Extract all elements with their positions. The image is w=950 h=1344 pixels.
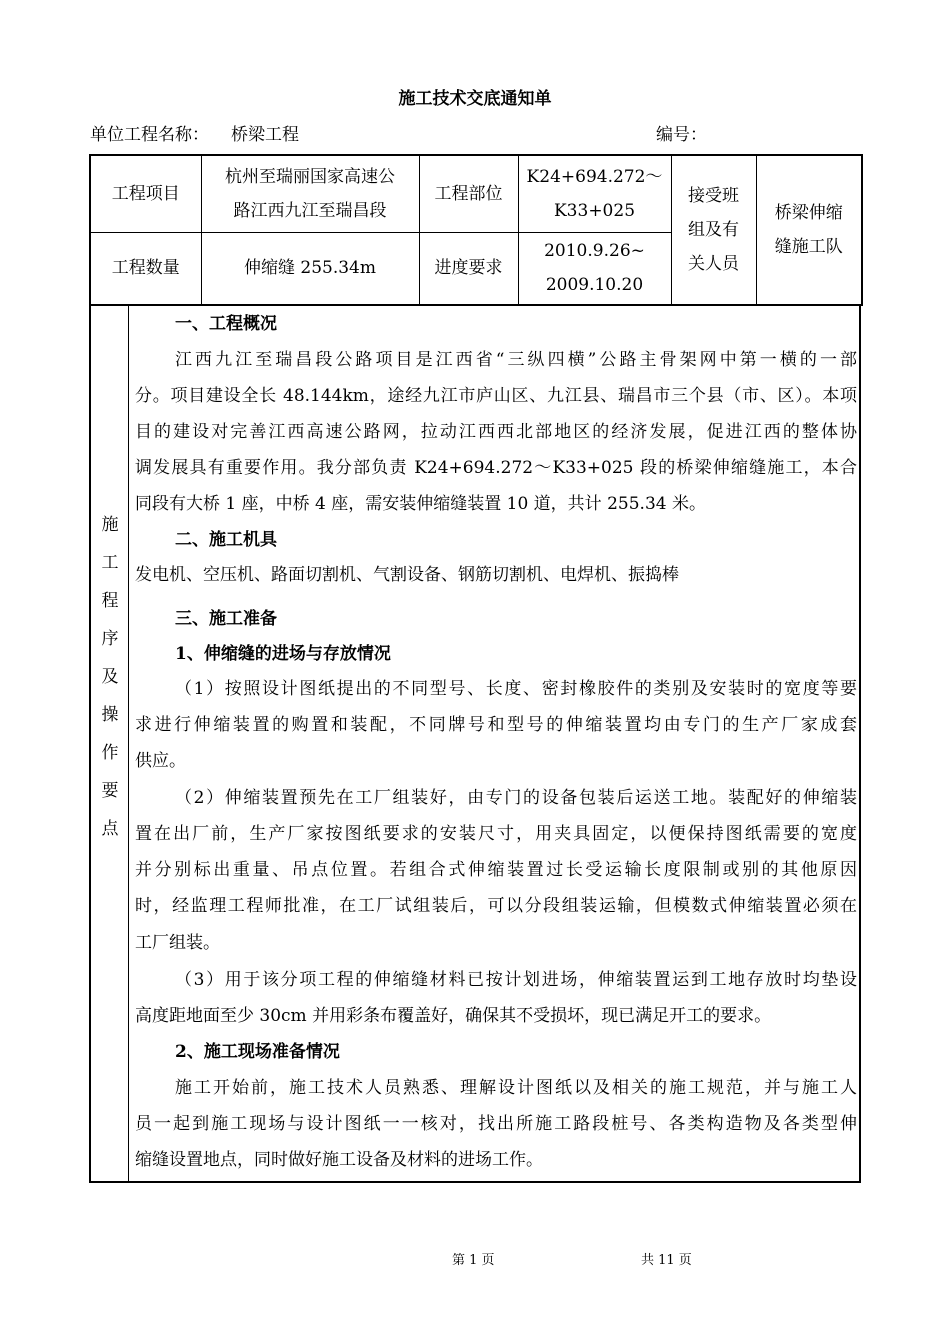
side-label-column	[91, 305, 129, 1181]
project-value-line2: 路江西九江至瑞昌段	[233, 200, 387, 221]
part-value-line1: K24+694.272～	[526, 166, 663, 187]
schedule-value-line2: 2009.10.20	[545, 275, 644, 296]
paragraph-line: 施工开始前，施工技术人员熟悉、理解设计图纸以及相关的施工规范，并与施工人	[175, 1078, 857, 1098]
section-heading-equipment: 二、施工机具	[175, 530, 277, 550]
project-value	[201, 155, 419, 232]
paragraph-line: 目的建设对完善江西高速公路网，拉动江西西北部地区的经济发展，促进江西的整体协	[135, 422, 857, 442]
quantity-value: 伸缩缝 255.34m	[201, 232, 419, 305]
receiver-label-line1: 接受班	[688, 186, 739, 206]
receiver-label	[671, 155, 756, 305]
schedule-value-line1: 2010.9.26~	[544, 241, 645, 262]
receiver-value	[756, 155, 862, 305]
paragraph-line: 分。项目建设全长 48.144km，途经九江市庐山区、九江县、瑞昌市三个县（市、区）。本项	[135, 386, 857, 406]
side-char: 序	[101, 629, 119, 649]
receiver-label-line3: 关人员	[688, 254, 739, 274]
paragraph-line: 时，经监理工程师批准，在工厂试组装后，可以分段组装运输，但模数式伸缩装置必须在	[135, 896, 857, 916]
schedule-label: 进度要求	[419, 232, 518, 305]
paragraph-line: （3）用于该分项工程的伸缩缝材料已按计划进场，伸缩装置运到工地存放时均垫设	[175, 970, 857, 990]
section-heading-preparation: 三、施工准备	[175, 609, 277, 629]
side-char: 操	[101, 705, 119, 725]
number-label: 编号：	[656, 125, 707, 145]
header-table	[89, 154, 863, 306]
paragraph-line: （2）伸缩装置预先在工厂组装好，由专门的设备包装后运送工地。装配好的伸缩装	[175, 788, 857, 808]
paragraph-line: 高度距地面至少 30cm 并用彩条布覆盖好，确保其不受损坏，现已满足开工的要求。	[135, 1006, 772, 1026]
equipment-list: 发电机、空压机、路面切割机、气割设备、钢筋切割机、电焊机、振捣棒	[135, 565, 679, 585]
side-char: 要	[101, 781, 119, 801]
project-label: 工程项目	[90, 155, 201, 232]
paragraph-line: 调发展具有重要作用。我分部负责 K24+694.272～K33+025 段的桥梁伸缩缝施工，本合	[135, 458, 857, 478]
paragraph-line: 并分别标出重量、吊点位置。若组合式伸缩装置过长受运输长度限制或别的其他原因	[135, 860, 857, 880]
part-value-line2: K33+025	[553, 200, 636, 221]
unit-project-label: 单位工程名称：	[90, 125, 209, 145]
paragraph-line: 供应。	[135, 751, 186, 771]
paragraph-line: 江西九江至瑞昌段公路项目是江西省“三纵四横”公路主骨架网中第一横的一部	[175, 350, 857, 370]
receiver-value-line1: 桥梁伸缩	[774, 203, 843, 223]
paragraph-line: 员一起到施工现场与设计图纸一一核对，找出所施工路段桩号、各类构造物及各类型伸	[135, 1114, 857, 1134]
receiver-label-line2: 组及有	[688, 220, 739, 240]
side-char: 施	[101, 515, 119, 535]
unit-project-row	[90, 120, 299, 145]
quantity-label: 工程数量	[90, 232, 201, 305]
schedule-value	[518, 232, 671, 305]
page-total: 共 11 页	[641, 1253, 692, 1268]
procedure-box	[89, 305, 861, 1183]
side-char: 作	[101, 743, 119, 763]
paragraph-line: （1）按照设计图纸提出的不同型号、长度、密封橡胶件的类别及安装时的宽度等要	[175, 679, 857, 699]
paragraph-line: 置在出厂前，生产厂家按图纸要求的安装尺寸，用夹具固定，以便保持图纸需要的宽度	[135, 824, 857, 844]
subsection-heading-site: 2、施工现场准备情况	[175, 1042, 340, 1062]
side-char: 程	[101, 591, 119, 611]
paragraph-line: 工厂组装。	[135, 933, 220, 953]
part-value	[518, 155, 671, 232]
part-label: 工程部位	[419, 155, 518, 232]
side-char: 点	[101, 819, 119, 839]
project-value-line1: 杭州至瑞丽国家高速公	[225, 166, 395, 187]
subsection-heading-storage: 1、伸缩缝的进场与存放情况	[175, 644, 391, 664]
side-char: 及	[101, 667, 119, 687]
section-heading-overview: 一、工程概况	[175, 314, 277, 334]
unit-project-value: 桥梁工程	[231, 125, 299, 145]
receiver-value-line2: 缝施工队	[774, 237, 843, 257]
paragraph-line: 缩缝设置地点，同时做好施工设备及材料的进场工作。	[135, 1150, 543, 1170]
paragraph-line: 同段有大桥 1 座，中桥 4 座，需安装伸缩缝装置 10 道，共计 255.34 米。	[135, 494, 706, 514]
side-char: 工	[101, 553, 119, 573]
paragraph-line: 求进行伸缩装置的购置和装配，不同牌号和型号的伸缩装置均由专门的生产厂家成套	[135, 715, 857, 735]
document-title: 施工技术交底通知单	[398, 89, 552, 109]
page-number: 第 1 页	[452, 1253, 495, 1268]
